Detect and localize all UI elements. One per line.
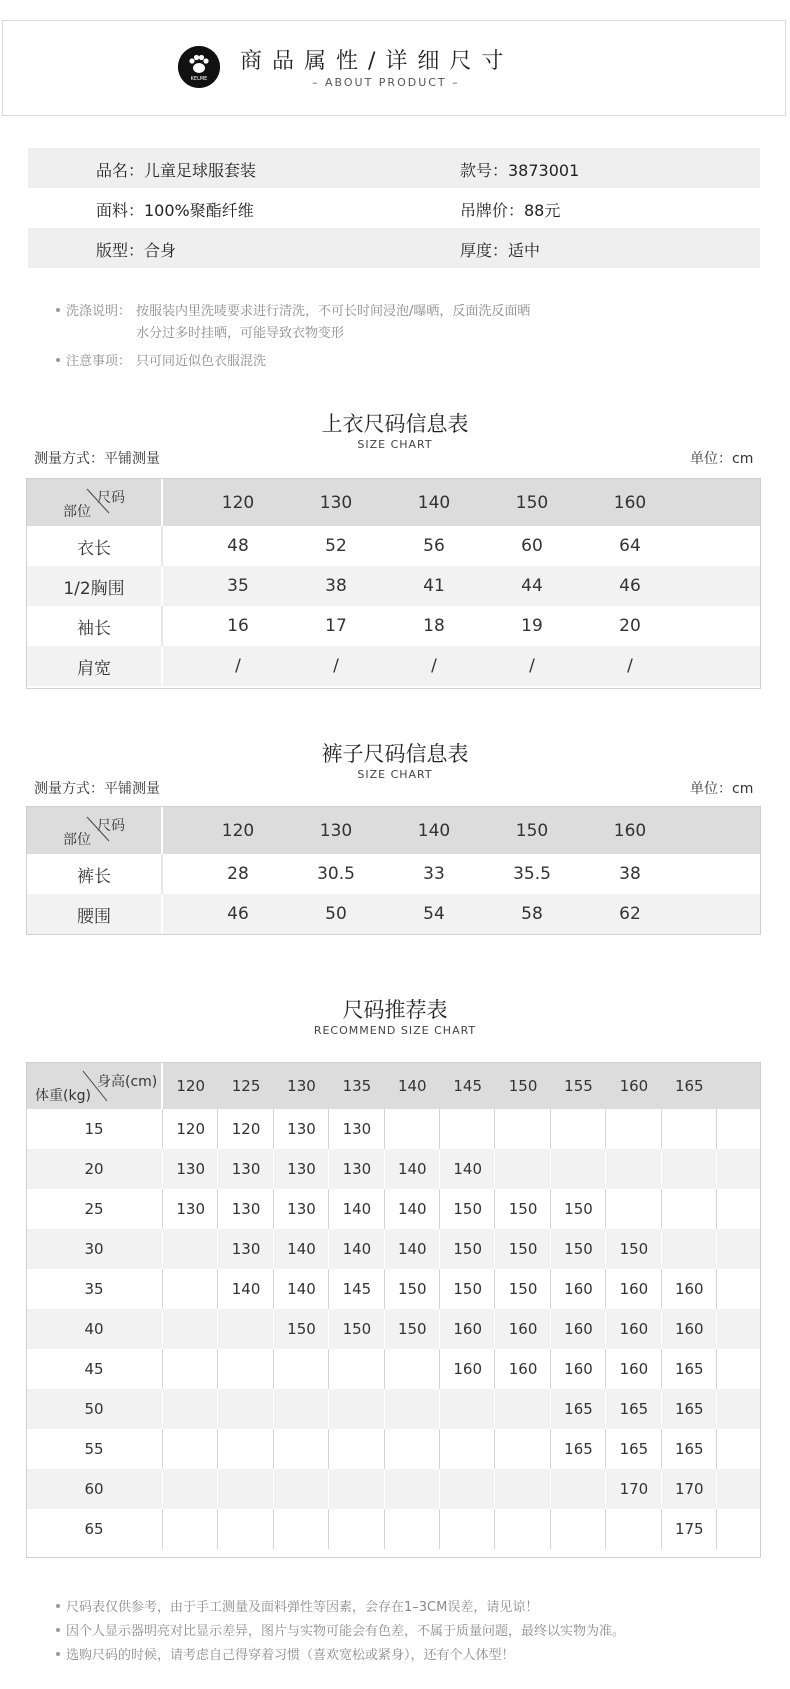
bullet-dot	[56, 1604, 60, 1608]
recommend-cell: 130	[287, 1200, 316, 1218]
weight-label: 25	[84, 1200, 104, 1218]
recommend-cell	[218, 1429, 273, 1469]
info-style-no: 款号：3873001	[460, 161, 580, 180]
recommend-cell	[495, 1109, 550, 1149]
table-cell: 38	[325, 576, 347, 596]
recommend-cell	[163, 1389, 218, 1429]
recommend-cell: 130	[287, 1160, 316, 1178]
height-header-cell: 120	[176, 1077, 206, 1095]
bullet-dot	[56, 358, 60, 362]
row-label: 肩宽	[77, 658, 111, 679]
corner-label-part: 部位	[63, 832, 91, 848]
table-row	[27, 1349, 760, 1389]
recommend-cell	[274, 1469, 329, 1509]
info-fit: 版型：合身	[96, 241, 177, 260]
recommend-cell: 165	[619, 1400, 649, 1418]
pants-chart-title: 裤子尺码信息表	[321, 742, 469, 766]
recommend-cell: 130	[231, 1240, 261, 1258]
table-cell: /	[235, 656, 241, 676]
table-row	[27, 1189, 760, 1229]
size-header-cell: 160	[613, 820, 647, 841]
corner-label-weight: 体重(kg)	[35, 1088, 91, 1104]
height-header-cell: 140	[397, 1077, 427, 1095]
table-cell: 50	[325, 904, 347, 924]
bullet-dot	[56, 1628, 60, 1632]
size-header-cell: 150	[515, 820, 549, 841]
recommend-cell	[329, 1429, 384, 1469]
recommend-cell	[274, 1509, 329, 1549]
recommend-cell: 150	[619, 1240, 649, 1258]
caution-text: 只可同近似色衣服混洗	[136, 354, 267, 369]
footer-note-1: 尺码表仅供参考，由于手工测量及面料弹性等因素，会存在1–3CM误差，请见谅！	[66, 1600, 539, 1615]
recommend-cell	[163, 1309, 218, 1349]
recommend-cell: 150	[508, 1240, 538, 1258]
table-cell: 54	[423, 904, 445, 924]
recommend-cell	[218, 1309, 273, 1349]
recommend-cell	[606, 1149, 661, 1189]
column-divider	[161, 526, 163, 566]
height-header-cell: 160	[619, 1077, 649, 1095]
recommend-cell: 165	[619, 1440, 649, 1458]
height-header-cell: 135	[342, 1077, 372, 1095]
recommend-cell: 150	[453, 1280, 483, 1298]
info-row	[28, 188, 760, 228]
recommend-cell	[662, 1109, 717, 1149]
recommend-cell: 120	[231, 1120, 261, 1138]
bullet-dot	[56, 308, 60, 312]
table-cell: 62	[619, 904, 641, 924]
weight-label: 55	[84, 1440, 104, 1458]
recommend-cell	[163, 1509, 218, 1549]
recommend-cell: 150	[564, 1200, 593, 1218]
info-thickness: 厚度：适中	[460, 241, 541, 260]
footer-note-3: 选购尺码的时候，请考虑自己得穿着习惯（喜欢宽松或紧身），还有个人体型！	[66, 1648, 515, 1663]
size-header-cell: 120	[221, 492, 255, 513]
table-row	[27, 1269, 760, 1309]
recommend-cell: 130	[342, 1160, 372, 1178]
recommend-cell: 150	[508, 1200, 538, 1218]
recommend-cell	[163, 1429, 218, 1469]
table-row	[27, 1149, 760, 1189]
recommend-cell: 160	[674, 1280, 704, 1298]
recommend-cell	[163, 1229, 218, 1269]
top-chart-title: 上衣尺码信息表	[321, 412, 469, 436]
recommend-cell	[495, 1149, 550, 1189]
table-row	[27, 1469, 760, 1509]
recommend-cell: 140	[397, 1160, 427, 1178]
table-cell: 38	[619, 864, 641, 884]
recommend-cell: 150	[287, 1320, 316, 1338]
recommend-cell: 165	[674, 1440, 704, 1458]
kelme-logo	[178, 46, 220, 88]
table-cell: 64	[619, 536, 641, 556]
recommend-cell	[218, 1509, 273, 1549]
recommend-cell: 150	[342, 1320, 372, 1338]
corner-diagonal-line	[27, 807, 161, 854]
recommend-cell: 150	[397, 1320, 427, 1338]
table-cell: 46	[227, 904, 249, 924]
recommend-cell: 140	[342, 1240, 372, 1258]
recommend-cell: 165	[674, 1360, 704, 1378]
recommend-cell: 160	[508, 1360, 538, 1378]
recommend-cell	[662, 1229, 717, 1269]
page-subtitle: – ABOUT PRODUCT –	[312, 76, 460, 89]
recommend-cell	[495, 1469, 550, 1509]
wash-label: 洗涤说明：	[66, 304, 132, 319]
recommend-cell: 170	[674, 1480, 704, 1498]
size-header-cell: 140	[417, 820, 451, 841]
table-header-row	[27, 1063, 760, 1109]
column-divider	[161, 479, 163, 526]
column-divider	[161, 807, 163, 854]
recommend-cell	[274, 1389, 329, 1429]
table-cell: /	[431, 656, 437, 676]
recommend-cell	[551, 1149, 606, 1189]
table-cell: 17	[325, 616, 347, 636]
recommend-cell	[440, 1429, 495, 1469]
height-header-cell: 145	[453, 1077, 483, 1095]
recommend-cell: 160	[619, 1320, 649, 1338]
info-row	[28, 148, 760, 188]
recommend-cell: 140	[231, 1280, 261, 1298]
recommend-cell	[495, 1509, 550, 1549]
recommend-cell	[440, 1389, 495, 1429]
recommend-cell	[385, 1109, 440, 1149]
table-cell: 35	[227, 576, 249, 596]
info-row	[28, 228, 760, 268]
height-header-cell: 130	[287, 1077, 316, 1095]
recommend-cell: 140	[397, 1240, 427, 1258]
table-header-row	[27, 807, 760, 854]
recommend-cell: 130	[287, 1120, 316, 1138]
column-divider	[161, 646, 163, 686]
pants-chart-subtitle: SIZE CHART	[357, 768, 433, 781]
recommend-cell	[662, 1189, 717, 1229]
recommend-cell: 120	[176, 1120, 206, 1138]
weight-label: 60	[84, 1480, 104, 1498]
recommend-cell	[495, 1429, 550, 1469]
table-cell: 19	[521, 616, 543, 636]
corner-label-part: 部位	[63, 504, 91, 520]
top-size-table	[26, 478, 761, 689]
recommend-cell	[440, 1469, 495, 1509]
footer-note-2: 因个人显示器明亮对比显示差异，图片与实物可能会有色差，不属于质量问题，最终以实物为准。	[66, 1624, 626, 1639]
table-cell: /	[529, 656, 535, 676]
weight-label: 35	[84, 1280, 104, 1298]
table-cell: 41	[423, 576, 445, 596]
recommend-cell: 160	[564, 1360, 593, 1378]
recommend-cell	[274, 1349, 329, 1389]
recommend-cell	[163, 1349, 218, 1389]
recommend-cell: 130	[231, 1200, 261, 1218]
table-cell: 20	[619, 616, 641, 636]
info-price: 吊牌价：88元	[460, 201, 561, 220]
recommend-cell: 130	[231, 1160, 261, 1178]
table-row	[27, 1229, 760, 1269]
table-row	[27, 566, 760, 606]
recommend-cell	[385, 1429, 440, 1469]
corner-diagonal-line	[27, 479, 161, 526]
table-cell: 58	[521, 904, 543, 924]
table-header-row	[27, 479, 760, 526]
corner-label-size: 尺码	[97, 818, 125, 834]
recommend-cell: 150	[397, 1280, 427, 1298]
table-cell: 52	[325, 536, 347, 556]
recommend-cell	[163, 1469, 218, 1509]
recommend-cell	[274, 1429, 329, 1469]
recommend-cell: 165	[564, 1400, 593, 1418]
recommend-cell: 150	[564, 1240, 593, 1258]
recommend-cell: 165	[674, 1400, 704, 1418]
recommend-cell: 160	[674, 1320, 704, 1338]
recommend-cell	[551, 1109, 606, 1149]
table-cell: 18	[423, 616, 445, 636]
recommend-cell	[329, 1389, 384, 1429]
size-header-cell: 140	[417, 492, 451, 513]
corner-label-height: 身高(cm)	[97, 1074, 158, 1090]
wash-instruction-line2: 水分过多时挂晒，可能导致衣物变形	[136, 326, 345, 341]
table-cell: 30.5	[317, 864, 355, 884]
recommend-cell	[440, 1509, 495, 1549]
weight-label: 15	[84, 1120, 104, 1138]
column-divider	[161, 854, 163, 894]
column-divider	[161, 894, 163, 934]
wash-instruction-line1: 按服装内里洗唛要求进行清洗，不可长时间浸泡/曝晒，反面洗反面晒	[136, 304, 531, 319]
row-label: 裤长	[77, 866, 111, 887]
row-label: 袖长	[77, 618, 111, 639]
recommend-cell: 140	[453, 1160, 483, 1178]
weight-label: 20	[84, 1160, 104, 1178]
recommend-cell	[218, 1389, 273, 1429]
size-header-cell: 160	[613, 492, 647, 513]
table-row	[27, 1309, 760, 1349]
weight-label: 40	[84, 1320, 104, 1338]
recommend-cell	[218, 1349, 273, 1389]
table-row	[27, 606, 760, 646]
size-header-cell: 150	[515, 492, 549, 513]
weight-label: 50	[84, 1400, 104, 1418]
recommend-cell: 130	[176, 1160, 206, 1178]
page-title: 商品属性/详细尺寸	[240, 49, 514, 74]
caution-label: 注意事项：	[66, 354, 132, 369]
recommend-cell: 175	[674, 1520, 704, 1538]
table-cell: 44	[521, 576, 543, 596]
recommend-cell	[385, 1389, 440, 1429]
info-fabric: 面料：100%聚酯纤维	[96, 201, 254, 220]
recommend-cell	[440, 1109, 495, 1149]
svg-text:KELME: KELME	[190, 76, 208, 82]
height-header-cell: 155	[564, 1077, 593, 1095]
recommend-cell: 160	[619, 1360, 649, 1378]
top-chart-method: 测量方式：平铺测量	[34, 451, 160, 467]
table-cell: 16	[227, 616, 249, 636]
recommend-cell	[606, 1509, 661, 1549]
column-divider	[161, 606, 163, 646]
recommend-cell	[551, 1469, 606, 1509]
recommend-cell	[329, 1349, 384, 1389]
top-chart-unit: 单位：cm	[690, 451, 754, 467]
recommend-cell: 160	[564, 1320, 593, 1338]
recommend-cell	[218, 1469, 273, 1509]
table-row	[27, 854, 760, 894]
size-header-cell: 120	[221, 820, 255, 841]
table-cell: 28	[227, 864, 249, 884]
recommend-cell: 165	[564, 1440, 593, 1458]
recommend-cell: 150	[453, 1200, 483, 1218]
table-row	[27, 1509, 760, 1549]
table-cell: /	[627, 656, 633, 676]
height-header-cell: 150	[508, 1077, 538, 1095]
recommend-cell	[385, 1349, 440, 1389]
corner-label-size: 尺码	[97, 490, 125, 506]
table-cell: 46	[619, 576, 641, 596]
recommend-cell	[163, 1269, 218, 1309]
recommend-cell	[606, 1109, 661, 1149]
table-cell: 33	[423, 864, 445, 884]
row-label: 腰围	[77, 906, 111, 927]
recommend-cell	[606, 1189, 661, 1229]
table-row	[27, 646, 760, 686]
recommend-cell	[385, 1469, 440, 1509]
table-row	[27, 526, 760, 566]
recommend-cell	[495, 1389, 550, 1429]
pants-chart-method: 测量方式：平铺测量	[34, 781, 160, 797]
table-cell: /	[333, 656, 339, 676]
size-header-cell: 130	[319, 492, 353, 513]
recommend-cell: 160	[453, 1360, 483, 1378]
recommend-cell	[329, 1509, 384, 1549]
table-cell: 48	[227, 536, 249, 556]
recommend-cell	[385, 1509, 440, 1549]
recommend-cell: 150	[508, 1280, 538, 1298]
recommend-cell	[329, 1469, 384, 1509]
table-row	[27, 1429, 760, 1469]
top-chart-subtitle: SIZE CHART	[357, 438, 433, 451]
table-cell: 35.5	[513, 864, 551, 884]
recommend-cell: 160	[619, 1280, 649, 1298]
recommend-cell: 130	[342, 1120, 372, 1138]
recommend-chart-title: 尺码推荐表	[342, 998, 448, 1022]
row-label: 1/2胸围	[63, 578, 125, 599]
height-header-cell: 165	[674, 1077, 704, 1095]
column-divider	[161, 566, 163, 606]
info-name: 品名：儿童足球服套装	[96, 161, 257, 180]
table-row	[27, 1389, 760, 1429]
recommend-cell: 140	[342, 1200, 372, 1218]
bullet-dot	[56, 1652, 60, 1656]
recommend-cell: 130	[176, 1200, 206, 1218]
pants-size-table	[26, 806, 761, 935]
table-row	[27, 894, 760, 934]
table-cell: 60	[521, 536, 543, 556]
recommend-cell: 140	[287, 1240, 316, 1258]
recommend-cell	[662, 1149, 717, 1189]
weight-label: 45	[84, 1360, 104, 1378]
recommend-cell: 170	[619, 1480, 649, 1498]
recommend-cell: 140	[397, 1200, 427, 1218]
table-row	[27, 1109, 760, 1149]
weight-label: 30	[84, 1240, 104, 1258]
row-label: 衣长	[77, 538, 111, 559]
table-cell: 56	[423, 536, 445, 556]
recommend-cell: 160	[453, 1320, 483, 1338]
recommend-cell: 160	[564, 1280, 593, 1298]
size-header-cell: 130	[319, 820, 353, 841]
recommend-cell: 140	[287, 1280, 316, 1298]
height-header-cell: 125	[231, 1077, 261, 1095]
pants-chart-unit: 单位：cm	[690, 781, 754, 797]
recommend-cell: 150	[453, 1240, 483, 1258]
recommend-cell	[551, 1509, 606, 1549]
recommend-size-table	[26, 1062, 761, 1558]
recommend-chart-subtitle: RECOMMEND SIZE CHART	[313, 1024, 477, 1037]
recommend-cell: 160	[508, 1320, 538, 1338]
recommend-cell: 145	[342, 1280, 372, 1298]
weight-label: 65	[84, 1520, 104, 1538]
